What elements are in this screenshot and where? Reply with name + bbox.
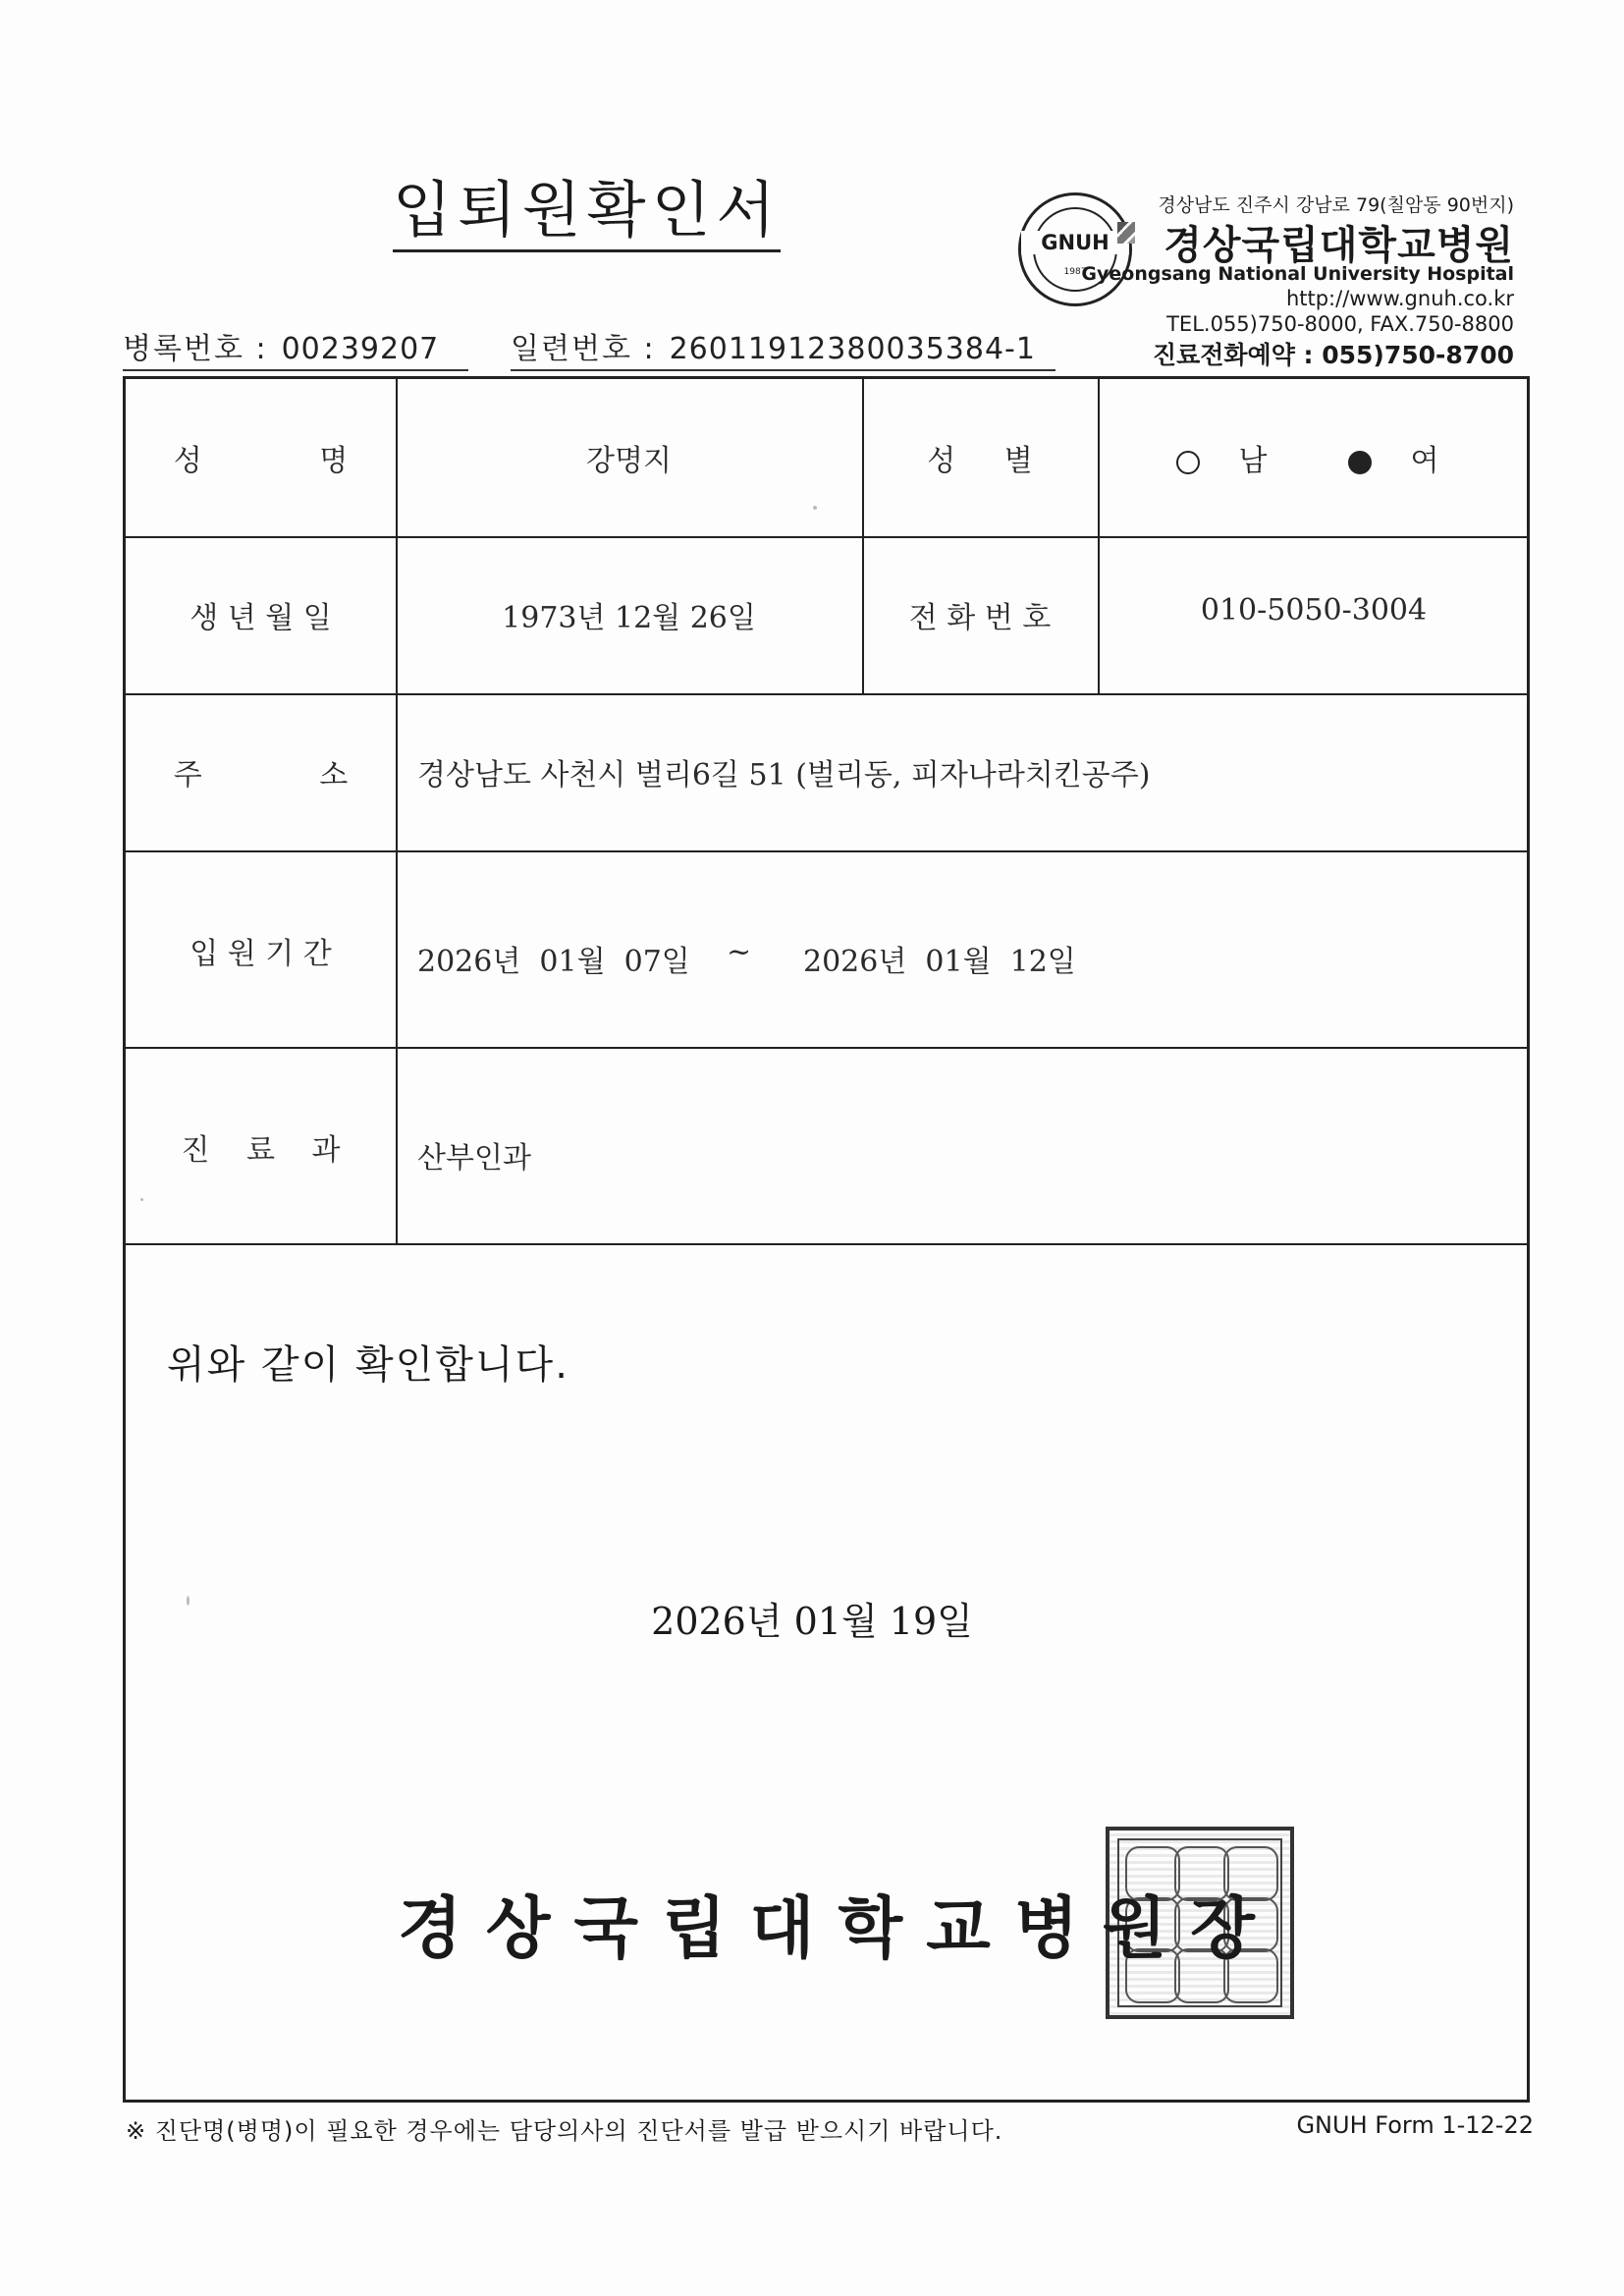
- serial-number-field: [511, 324, 1056, 371]
- sex-label: 성 별: [927, 444, 1033, 478]
- confirmation-statement: 위와 같이 확인합니다.: [167, 1342, 569, 1388]
- hospital-website: http://www.gnuh.co.kr: [1285, 287, 1514, 310]
- hospital-name-english: Gyeongsang National University Hospital: [1081, 263, 1514, 285]
- phone-label: 전 화 번 호: [908, 601, 1052, 635]
- hospital-logo: [1018, 192, 1132, 306]
- patient-phone: 010-5050-3004: [1200, 593, 1428, 628]
- discharge-date: 2026년 01월 12일: [803, 945, 1076, 979]
- issue-date: 2026년 01월 19일: [651, 1600, 973, 1643]
- dob-label: 생 년 월 일: [189, 601, 332, 635]
- sex-female-text: 여: [1410, 444, 1439, 478]
- record-number-value: 00239207: [281, 332, 440, 366]
- patient-address: 경상남도 사천시 벌리6길 51 (벌리동, 피자나라치킨공주): [417, 758, 1151, 793]
- hospital-address: 경상남도 진주시 강남로 79(칠암동 90번지): [1158, 194, 1514, 216]
- hospital-appointment-phone: 진료전화예약 : 055)750-8700: [1152, 341, 1514, 369]
- logo-wing-icon: [1117, 222, 1135, 244]
- male-radio-icon: [1176, 451, 1200, 474]
- scan-speck: [140, 1198, 143, 1201]
- scan-speck: [813, 506, 817, 510]
- name-label: 성 명: [173, 444, 349, 478]
- logo-text: GNUH: [1021, 231, 1129, 254]
- record-number-field: [123, 324, 468, 371]
- female-radio-filled-icon: [1348, 451, 1372, 474]
- footer-note: ※ 진단명(병명)이 필요한 경우에는 담당의사의 진단서를 발급 받으시기 바랍니다.: [126, 2117, 1003, 2145]
- admit-date: 2026년 01월 07일: [417, 945, 690, 979]
- form-code: GNUH Form 1-12-22: [1296, 2111, 1534, 2139]
- certificate-frame: [123, 376, 1530, 2103]
- patient-name: 강명지: [586, 444, 672, 478]
- hospital-tel-fax: TEL.055)750-8000, FAX.750-8800: [1166, 312, 1514, 336]
- department-label: 진 료 과: [181, 1133, 341, 1168]
- sex-male-text: 남: [1238, 444, 1268, 478]
- patient-dob: 1973년 12월 26일: [502, 601, 756, 635]
- serial-number-value: 26011912380035384-1: [669, 332, 1036, 366]
- address-label: 주 소: [173, 758, 349, 793]
- signatory: 경상국립대학교병원장: [398, 1889, 1278, 1968]
- sex-option-male: [1176, 436, 1268, 479]
- scan-speck: [187, 1596, 189, 1606]
- period-label: 입 원 기 간: [189, 937, 332, 971]
- period-separator: ~: [727, 935, 752, 969]
- logo-year: 1987: [1063, 267, 1087, 277]
- serial-number-label: 일련번호 :: [511, 332, 656, 366]
- department-value: 산부인과: [417, 1141, 531, 1175]
- hospital-name: 경상국립대학교병원: [1164, 223, 1514, 268]
- record-number-label: 병록번호 :: [123, 332, 268, 366]
- document-title: 입퇴원확인서: [393, 177, 781, 252]
- sex-option-female: [1348, 436, 1439, 479]
